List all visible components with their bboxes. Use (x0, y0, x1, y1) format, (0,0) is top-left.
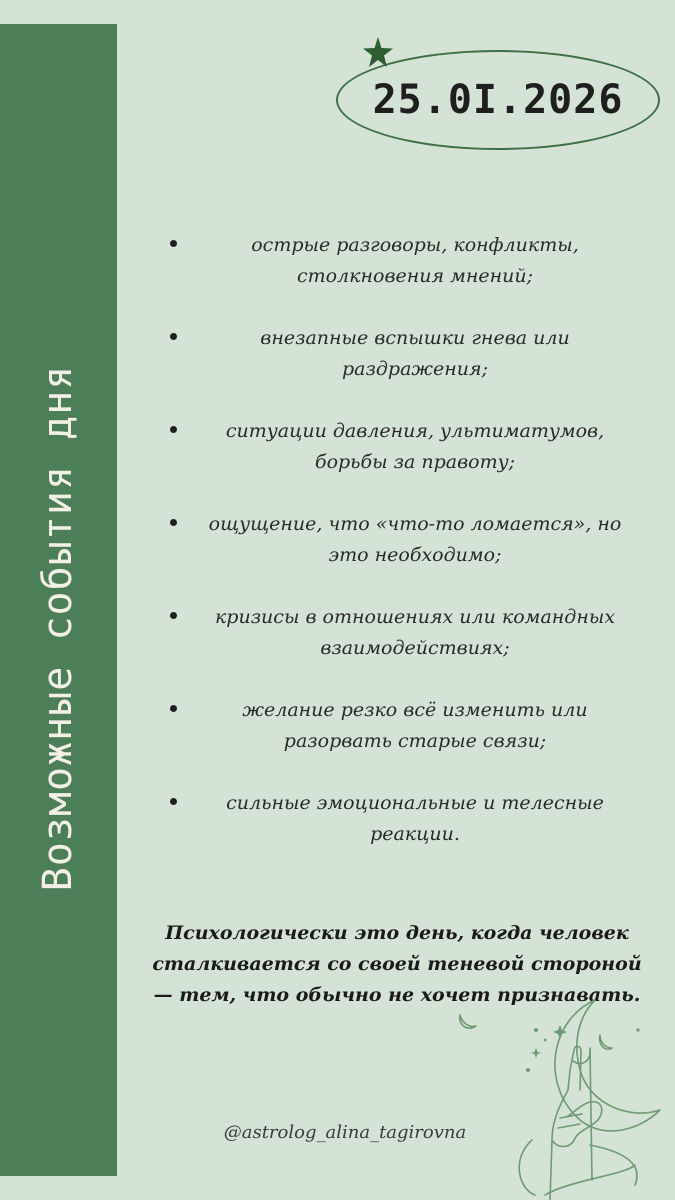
bullet-icon (170, 612, 177, 619)
bullet-icon (170, 705, 177, 712)
list-item-text: ситуации давления, ультиматумов, борьбы за правоту; (225, 420, 605, 473)
bullet-icon (170, 519, 177, 526)
list-item (160, 323, 640, 416)
bullet-icon (170, 426, 177, 433)
list-item-text: кризисы в отношениях или командных взаимодействиях; (214, 606, 616, 659)
list-item (160, 230, 640, 323)
summary-text: Психологически это день, когда человек сталкивается со своей теневой стороной — тем, что обычно не хочет признавать. (152, 922, 642, 1006)
list-item-text: ощущение, что «что-то ломается», но это необходимо; (208, 513, 622, 566)
author-handle[interactable]: @astrolog_alina_tagirovna (223, 1122, 467, 1143)
list-item (160, 416, 640, 509)
bullet-icon (170, 798, 177, 805)
list-item (160, 695, 640, 788)
list-item-text: желание резко всё изменить или разорвать старые связи; (242, 699, 588, 752)
list-item-text: сильные эмоциональные и телесные реакции. (226, 792, 604, 845)
list-item-text: острые разговоры, конфликты, столкновения мнений; (251, 234, 579, 287)
bullet-icon (170, 333, 177, 340)
hand-moon-illustration (440, 990, 665, 1200)
list-item (160, 788, 640, 881)
sidebar-panel (0, 24, 117, 1176)
date-label: 25.0I.2026 (372, 77, 624, 123)
list-item (160, 509, 640, 602)
sidebar-title: Возможные события дня (35, 364, 81, 892)
bullet-icon (170, 240, 177, 247)
list-item (160, 602, 640, 695)
events-list (160, 230, 640, 881)
list-item-text: внезапные вспышки гнева или раздражения; (260, 327, 570, 380)
